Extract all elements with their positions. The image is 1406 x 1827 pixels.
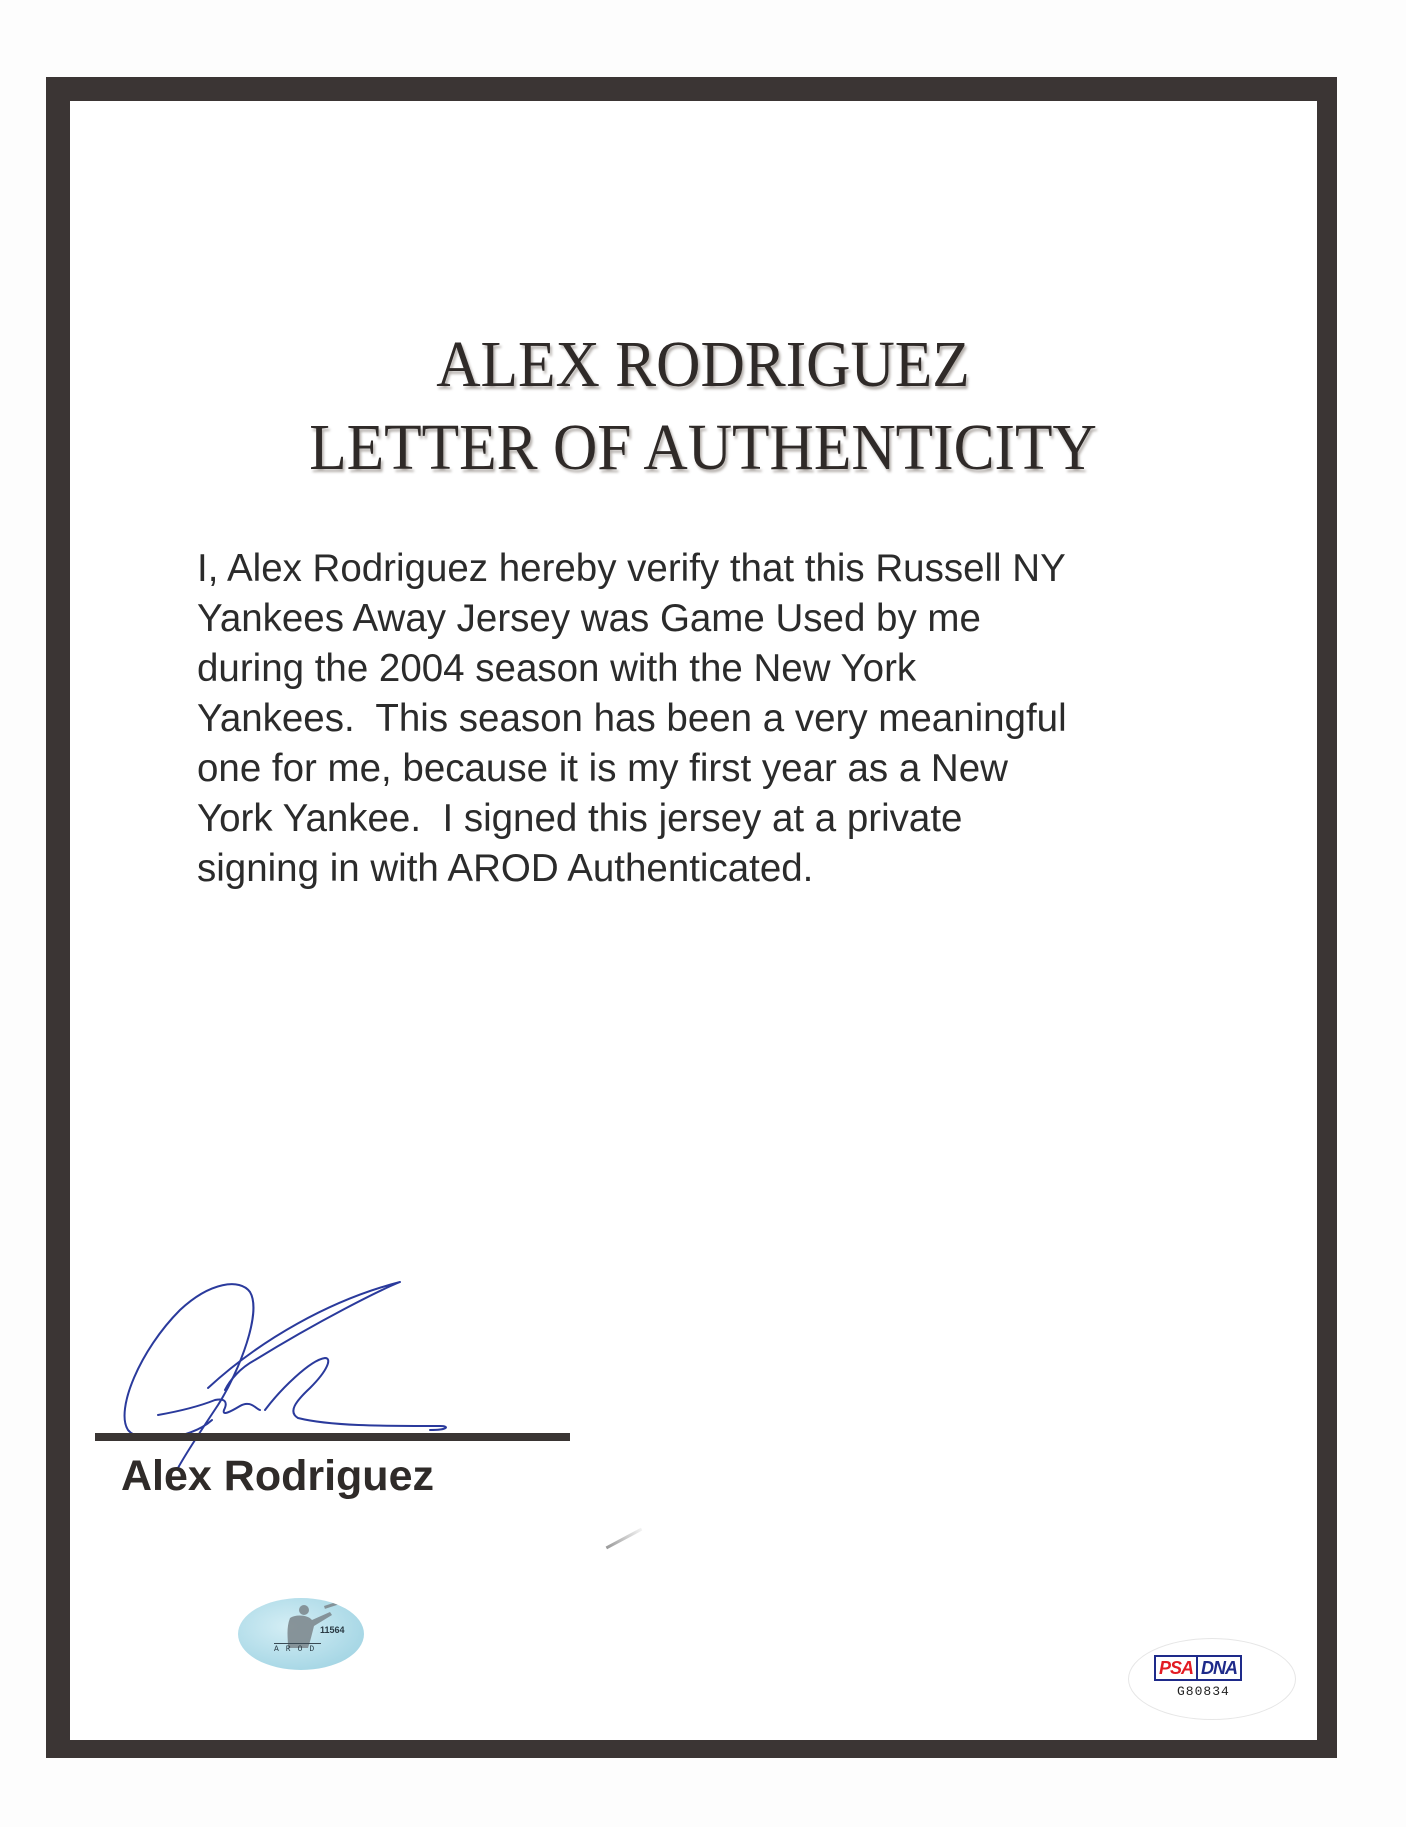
- letter-body-line: York Yankee. I signed this jersey at a private: [197, 797, 963, 840]
- psa-serial-number: G80834: [1177, 1684, 1230, 1699]
- hologram-number: 11564: [320, 1625, 345, 1635]
- document-title-heading: LETTER OF AUTHENTICITY: [309, 411, 1097, 484]
- batter-silhouette-icon: [238, 1598, 364, 1670]
- letter-body-line: Yankees Away Jersey was Game Used by me: [197, 597, 981, 640]
- hologram-brand: AROD: [274, 1645, 322, 1654]
- arod-hologram-sticker: [238, 1598, 364, 1670]
- dna-logo-text: DNA: [1198, 1657, 1240, 1679]
- signature-line: [95, 1433, 570, 1441]
- letter-body-line: signing in with AROD Authenticated.: [197, 847, 814, 890]
- letter-body-line: one for me, because it is my first year as a New: [197, 747, 1008, 790]
- signature-printed-name: Alex Rodriguez: [121, 1452, 434, 1500]
- letter-body-line: Yankees. This season has been a very meaningful: [197, 697, 1067, 740]
- letter-body: [197, 544, 1257, 894]
- psa-logo-text: PSA: [1156, 1657, 1198, 1679]
- document-title-name: ALEX RODRIGUEZ: [436, 328, 970, 401]
- letter-body-line: I, Alex Rodriguez hereby verify that this Russell NY: [197, 547, 1066, 590]
- psa-dna-logo: [1154, 1655, 1242, 1681]
- letter-body-line: during the 2004 season with the New York: [197, 647, 917, 690]
- psa-dna-sticker: [1128, 1638, 1296, 1720]
